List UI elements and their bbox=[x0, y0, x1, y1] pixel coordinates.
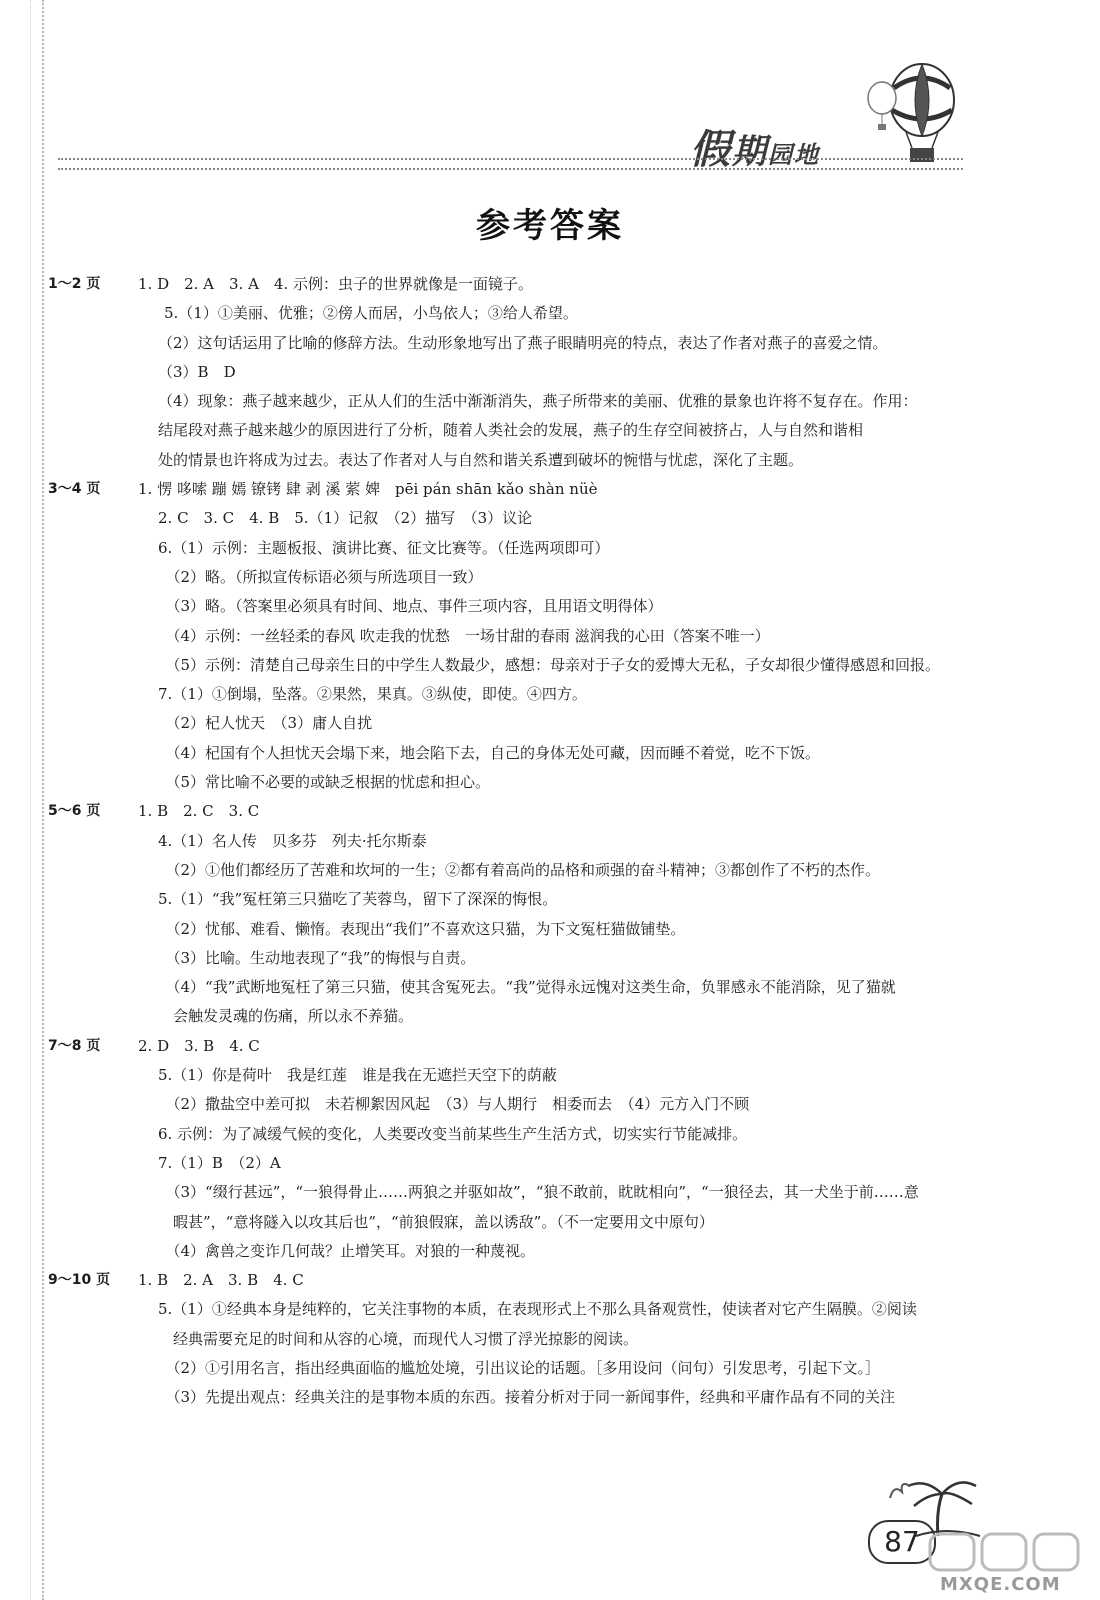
answer-line: 2. C 3. C 4. B 5.（1）记叙 （2）描写 （3）议论 bbox=[158, 509, 533, 528]
answer-line: 暇甚”，“意将隧入以攻其后也”，“前狼假寐，盖以诱敌”。（不一定要用文中原句） bbox=[158, 1212, 714, 1231]
answer-line: 结尾段对燕子越来越少的原因进行了分析，随着人类社会的发展，燕子的生存空间被挤占，人与自然和谐相 bbox=[158, 421, 864, 440]
answer-line: 7.（1）B （2）A bbox=[158, 1153, 281, 1172]
answer-line: 1. D 2. A 3. A 4. 示例：虫子的世界就像是一面镜子。 bbox=[138, 275, 534, 293]
answer-line: （4）禽兽之变诈几何哉？止增笑耳。对狼的一种蔑视。 bbox=[158, 1241, 536, 1260]
answer-line: （3）比喻。生动地表现了“我”的悔恨与自责。 bbox=[158, 948, 476, 967]
answer-line: （4）现象：燕子越来越少，正从人们的生活中渐渐消失，燕子所带来的美丽、优雅的景象也许将不复存在。作用： bbox=[158, 392, 918, 411]
answer-section bbox=[48, 1266, 978, 1412]
answer-line: （2）杞人忧天 （3）庸人自扰 bbox=[158, 714, 373, 733]
answer-line: 1. B 2. A 3. B 4. C bbox=[138, 1271, 304, 1290]
answer-section bbox=[48, 797, 978, 1031]
answer-line: 会触发灵魂的伤痛，所以永不养猫。 bbox=[158, 1007, 414, 1026]
answer-line: 5.（1）你是荷叶 我是红莲 谁是我在无遮拦天空下的荫蔽 bbox=[158, 1066, 557, 1085]
section-page-label: 1～2 页 bbox=[48, 276, 101, 292]
section-page-label: 7～8 页 bbox=[48, 1037, 101, 1054]
answer-line: （4）示例：一丝轻柔的春风 吹走我的忧愁 一场甘甜的春雨 滋润我的心田（答案不唯一） bbox=[158, 626, 770, 645]
section-page-label: 9～10 页 bbox=[48, 1272, 111, 1289]
answer-line: （3）B D bbox=[158, 362, 236, 381]
answer-line: 6.（1）示例：主题板报、演讲比赛、征文比赛等。（任选两项即可） bbox=[158, 538, 610, 557]
answer-line: （5）示例：清楚自己母亲生日的中学生人数最少，感想：母亲对于子女的爱博大无私，子女却很少懂得感恩和回报。 bbox=[158, 655, 941, 674]
answer-line: 4.（1）名人传 贝多芬 列夫·托尔斯泰 bbox=[158, 831, 427, 850]
answer-line: 5.（1）①经典本身是纯粹的，它关注事物的本质，在表现形式上不那么具备观赏性，使读者对它产生隔膜。②阅读 bbox=[158, 1300, 917, 1319]
answer-line: （3）先提出观点：经典关注的是事物本质的东西。接着分析对于同一新闻事件，经典和平庸作品有不同的关注 bbox=[158, 1388, 896, 1407]
answer-line: 2. D 3. B 4. C bbox=[138, 1036, 260, 1055]
answer-line: （3）略。（答案里必须具有时间、地点、事件三项内容，且用语文明得体） bbox=[158, 597, 663, 616]
answer-line: 1. 愣 哆嗦 蹦 嫣 镣铐 肆 剥 溪 萦 婢 pēi pán shān kǎo shàn nüè bbox=[138, 480, 598, 499]
brand-char-2: 期 bbox=[732, 132, 768, 172]
section-page-label: 3～4 页 bbox=[48, 481, 101, 498]
brand-char-1: 假 bbox=[690, 127, 732, 173]
section-page-label: 5～6 页 bbox=[48, 803, 101, 820]
answer-content bbox=[48, 270, 978, 1413]
answer-line: 1. B 2. C 3. C bbox=[138, 802, 260, 821]
answer-line: （3）“缀行甚远”，“一狼得骨止……两狼之并驱如故”，“狼不敢前，眈眈相向”，“一狼径去，其一犬坐于前……意 bbox=[158, 1183, 919, 1202]
answer-line: （4）“我”武断地冤枉了第三只猫，使其含冤死去。“我”觉得永远愧对这类生命，负罪感永不能消除，见了猫就 bbox=[158, 978, 896, 997]
answer-line: 处的情景也许将成为过去。表达了作者对人与自然和谐关系遭到破坏的惋惜与忧虑，深化了主题。 bbox=[158, 450, 804, 469]
answer-line: （2）①引用名言，指出经典面临的尴尬处境，引出议论的话题。［多用设问（问句）引发思考，引起下文。］ bbox=[158, 1358, 881, 1377]
brand-char-3: 园 bbox=[768, 141, 794, 169]
answer-line: （2）这句话运用了比喻的修辞方法。生动形象地写出了燕子眼睛明亮的特点，表达了作者对燕子的喜爱之情。 bbox=[158, 333, 888, 352]
answer-line: （5）常比喻不必要的或缺乏根据的忧虑和担心。 bbox=[158, 773, 491, 792]
answer-section bbox=[48, 475, 978, 797]
answer-line: 经典需要充足的时间和从容的心境，而现代人习惯了浮光掠影的阅读。 bbox=[158, 1329, 639, 1348]
watermark-text: MXQE.COM bbox=[940, 1574, 1061, 1595]
answer-line: 7.（1）①倒塌，坠落。②果然，果真。③纵使，即使。④四方。 bbox=[158, 685, 587, 704]
brand-char-4: 地 bbox=[794, 141, 820, 169]
answer-section bbox=[48, 270, 978, 475]
header-divider bbox=[58, 158, 963, 170]
brand-logo bbox=[690, 118, 900, 173]
page-number: 87 bbox=[868, 1520, 936, 1564]
answer-line: （2）①他们都经历了苦难和坎坷的一生；②都有着高尚的品格和顽强的奋斗精神；③都创作了不朽的杰作。 bbox=[158, 860, 881, 879]
answer-line: 5.（1）“我”冤枉第三只猫吃了芙蓉鸟，留下了深深的悔恨。 bbox=[158, 890, 558, 909]
answer-line: （4）杞国有个人担忧天会塌下来，地会陷下去，自己的身体无处可藏，因而睡不着觉，吃不下饭。 bbox=[158, 743, 821, 762]
answer-line: （2）撒盐空中差可拟 未若柳絮因风起 （3）与人期行 相委而去 （4）元方入门不顾 bbox=[158, 1095, 750, 1114]
answer-line: （2）忧郁、难看、懒惰。表现出“我们”不喜欢这只猫，为下文冤枉猫做铺垫。 bbox=[158, 919, 686, 938]
answer-line: 6. 示例：为了减缓气候的变化，人类要改变当前某些生产生活方式，切实实行节能减排。 bbox=[158, 1124, 748, 1143]
answer-line: 5.（1）①美丽、优雅；②傍人而居，小鸟依人；③给人希望。 bbox=[164, 304, 578, 323]
page-title: 参考答案 bbox=[476, 206, 624, 246]
answer-line: （2）略。（所拟宣传标语必须与所选项目一致） bbox=[158, 567, 483, 586]
answer-section bbox=[48, 1032, 978, 1266]
